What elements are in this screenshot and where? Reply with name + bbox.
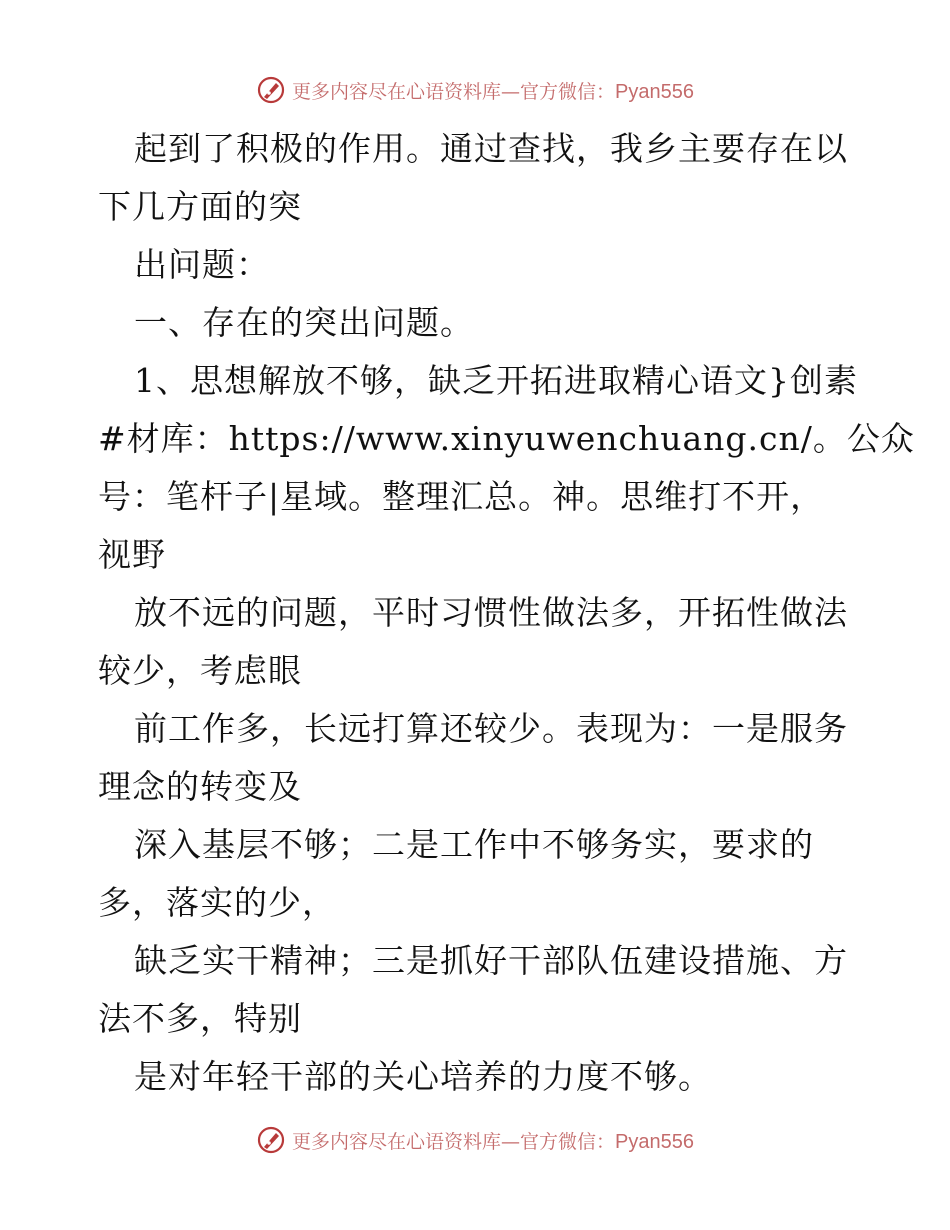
text-line: 一、存在的突出问题。 — [134, 303, 474, 342]
text-line: #材库：https://www.xinyuwenchuang.cn/。公众 — [98, 419, 915, 458]
text-line: 前工作多，长远打算还较少。表现为：一是服务 — [134, 709, 848, 748]
pen-nib-logo-icon — [256, 75, 286, 105]
header-wechat-id: Pyan556 — [615, 80, 694, 103]
text-line: 深入基层不够；二是工作中不够务实，要求的 — [134, 825, 814, 864]
text-line: 理念的转变及 — [98, 767, 302, 806]
header-banner — [0, 72, 950, 108]
text-line: 是对年轻干部的关心培养的力度不够。 — [134, 1057, 712, 1096]
pen-nib-logo-icon — [256, 1125, 286, 1155]
text-line: 号：笔杆子|星域。整理汇总。神。思维打不开， — [98, 477, 825, 516]
text-line: 放不远的问题，平时习惯性做法多，开拓性做法 — [134, 593, 848, 632]
text-line: 起到了积极的作用。通过查找，我乡主要存在以 — [134, 129, 848, 168]
text-line: 缺乏实干精神；三是抓好干部队伍建设措施、方 — [134, 941, 848, 980]
text-line: 视野 — [98, 535, 166, 574]
footer-banner — [0, 1122, 950, 1158]
text-line: 多，落实的少， — [98, 883, 336, 922]
text-line: 较少，考虑眼 — [98, 651, 302, 690]
header-banner-text: 更多内容尽在心语资料库—官方微信：Pyan556 — [292, 80, 694, 103]
footer-banner-text: 更多内容尽在心语资料库—官方微信：Pyan556 — [292, 1130, 694, 1153]
text-line: 下几方面的突 — [98, 187, 302, 226]
footer-wechat-id: Pyan556 — [615, 1130, 694, 1153]
text-line: 1、思想解放不够，缺乏开拓进取精心语文}创素 — [134, 361, 858, 400]
document-body — [98, 120, 915, 1106]
text-line: 出问题： — [134, 245, 270, 284]
text-line: 法不多，特别 — [98, 999, 302, 1038]
